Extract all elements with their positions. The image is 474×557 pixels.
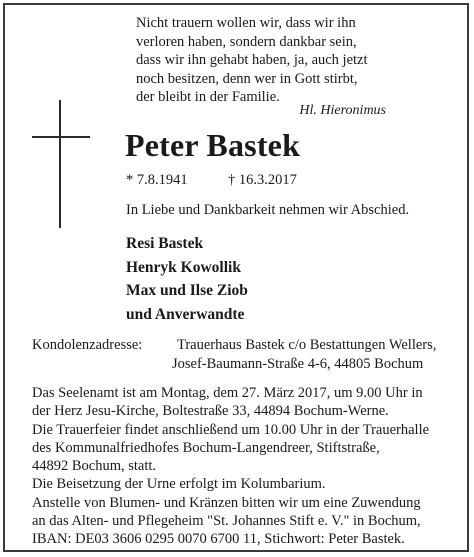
requiem-line: der Herz Jesu-Kirche, Boltestraße 33, 44894 Bochum-Werne. xyxy=(32,403,389,420)
funeral-line: 44892 Bochum, statt. xyxy=(32,458,157,475)
funeral-line: des Kommunalfriedhofes Bochum-Langendreer, Stiftstraße, xyxy=(32,439,380,456)
funeral-line: Die Trauerfeier findet anschließend um 10.00 Uhr in der Trauerhalle xyxy=(32,421,430,438)
poem-line: noch besitzen, denn wer in Gott stirbt, xyxy=(136,70,358,87)
requiem-line: Das Seelenamt ist am Montag, dem 27. März 2017, um 9.00 Uhr in xyxy=(32,385,423,401)
mourner-name: Henryk Kowollik xyxy=(126,258,241,276)
condolence-label: Kondolenzadresse: xyxy=(32,337,143,353)
farewell-text: In Liebe und Dankbarkeit nehmen wir Abschied. xyxy=(126,202,410,218)
mourner-name: und Anverwandte xyxy=(126,305,245,323)
poem xyxy=(136,14,404,107)
death-date: † 16.3.2017 xyxy=(228,172,297,188)
poem-line: verloren haben, sondern dankbar sein, xyxy=(136,33,357,50)
poem-line: Nicht trauern wollen wir, dass wir ihn xyxy=(136,15,356,31)
cross-icon xyxy=(32,100,90,228)
donation-line: IBAN: DE03 3606 0295 0070 6700 11, Stichwort: Peter Bastek. xyxy=(32,531,405,548)
life-dates xyxy=(126,171,297,189)
condolence-line: Trauerhaus Bastek c/o Bestattungen Wellers, xyxy=(177,337,437,353)
obituary-notice xyxy=(8,8,466,549)
birth-date: * 7.8.1941 xyxy=(126,172,188,188)
poem-attribution: Hl. Hieronimus xyxy=(299,103,386,118)
condolence-line: Josef-Baumann-Straße 4-6, 44805 Bochum xyxy=(172,356,424,372)
mourner-name: Max und Ilse Ziob xyxy=(126,282,248,299)
deceased-name: Peter Bastek xyxy=(125,127,301,163)
poem-line: dass wir ihn gehabt haben, ja, auch jetzt xyxy=(136,52,368,68)
mourner-name: Resi Bastek xyxy=(126,235,204,252)
service-details xyxy=(32,384,452,549)
donation-line: an das Alten- und Pflegeheim "St. Johannes Stift e. V." in Bochum, xyxy=(32,513,421,530)
urn-line: Die Beisetzung der Urne erfolgt im Kolumbarium. xyxy=(32,476,326,493)
poem-line: der bleibt in der Familie. xyxy=(136,89,280,105)
donation-line: Anstelle von Blumen- und Kränzen bitten wir um eine Zuwendung xyxy=(32,494,421,511)
mourners-list xyxy=(126,232,248,326)
